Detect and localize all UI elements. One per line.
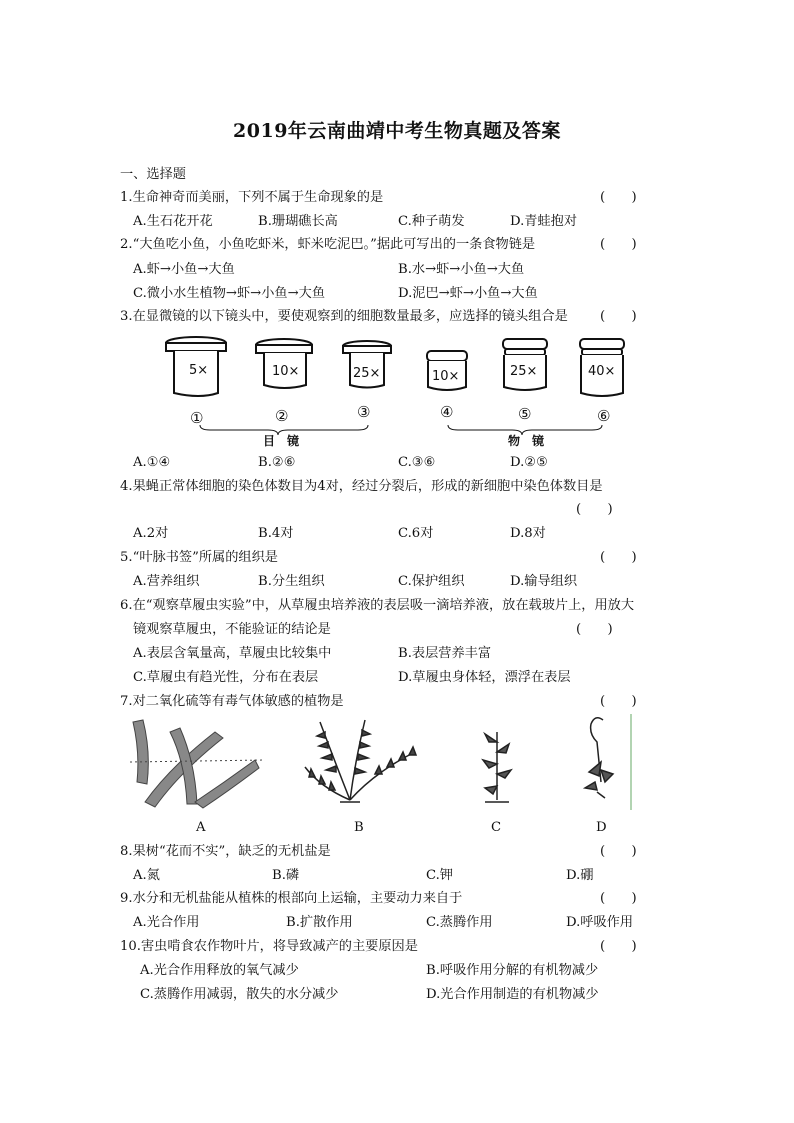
option-c: C.种子萌发: [398, 214, 465, 229]
lens-label-5: 25×: [510, 364, 538, 379]
lens-label-1: 5×: [189, 363, 209, 378]
page-title: 2019年云南曲靖中考生物真题及答案: [233, 120, 561, 142]
option-b: B.4对: [258, 526, 294, 541]
option-d: D.8对: [510, 526, 546, 541]
option-b: B.磷: [272, 868, 300, 883]
question-7-stem: 7.对二氧化硫等有毒气体敏感的植物是: [120, 694, 344, 709]
lens-number-6: ⑥: [597, 407, 611, 425]
objective-label: 物 镜: [508, 434, 545, 448]
section-heading: 一、选择题: [120, 167, 186, 182]
question-3-stem: 3.在显微镜的以下镜头中，要使观察到的细胞数量最多，应选择的镜头组合是: [120, 309, 568, 324]
option-b: B.珊瑚礁长高: [258, 214, 338, 229]
plant-a-algae-image: [130, 720, 265, 808]
question-1-stem: 1.生命神奇而美丽，下列不属于生命现象的是: [120, 190, 384, 205]
option-a: A.①④: [133, 455, 171, 470]
option-c: C.蒸腾作用: [426, 915, 493, 930]
option-c: C.6对: [398, 526, 434, 541]
option-d: D.草履虫身体轻，漂浮在表层: [398, 670, 571, 685]
plant-label-b: B: [354, 820, 364, 835]
option-a: A.生石花开花: [133, 214, 213, 229]
lens-label-2: 10×: [272, 364, 300, 379]
option-a: A.氮: [133, 868, 160, 883]
plant-label-a: A: [196, 820, 206, 835]
option-b: B.②⑥: [258, 455, 296, 470]
option-d: D.呼吸作用: [566, 915, 634, 930]
option-a: A.虾→小鱼→大鱼: [133, 262, 235, 277]
lens-number-3: ③: [357, 403, 371, 421]
answer-paren: ( ): [600, 694, 637, 709]
answer-paren: ( ): [600, 237, 637, 252]
option-b: B.呼吸作用分解的有机物减少: [426, 963, 599, 978]
answer-paren: ( ): [600, 550, 637, 565]
option-b: B.扩散作用: [286, 915, 353, 930]
option-d: D.泥巴→虾→小鱼→大鱼: [398, 286, 538, 301]
lens-label-3: 25×: [353, 366, 381, 381]
answer-paren: ( ): [600, 190, 637, 205]
option-c: C.钾: [426, 868, 453, 883]
option-d: D.②⑤: [510, 455, 548, 470]
plant-c-moss-image: [483, 732, 511, 802]
option-d: D.青蛙抱对: [510, 214, 578, 229]
lens-number-1: ①: [190, 409, 204, 427]
microscope-lenses-figure: [160, 333, 630, 451]
option-c: C.保护组织: [398, 574, 465, 589]
question-5-stem: 5.“叶脉书签”所属的组织是: [120, 550, 278, 565]
option-b: B.分生组织: [258, 574, 325, 589]
plant-label-c: C: [491, 820, 502, 835]
option-a: A.光合作用释放的氧气减少: [140, 963, 299, 978]
option-a: A.营养组织: [133, 574, 200, 589]
question-10-stem: 10.害虫啃食农作物叶片，将导致减产的主要原因是: [120, 939, 418, 954]
option-a: A.2对: [133, 526, 169, 541]
lens-label-4: 10×: [432, 369, 460, 384]
question-8-stem: 8.果树“花而不实”，缺乏的无机盐是: [120, 844, 331, 859]
option-b: B.表层营养丰富: [398, 646, 492, 661]
lens-number-4: ④: [440, 403, 454, 421]
option-c: C.③⑥: [398, 455, 436, 470]
answer-paren: ( ): [576, 622, 613, 637]
eyepiece-label: 目 镜: [263, 434, 300, 448]
question-6-stem-line1: 6.在“观察草履虫实验”中，从草履虫培养液的表层吸一滴培养液，放在载玻片上，用放大: [120, 598, 634, 613]
plant-d-liverwort-image: [585, 714, 631, 810]
answer-paren: ( ): [600, 309, 637, 324]
plants-figure: [125, 712, 645, 812]
question-9-stem: 9.水分和无机盐能从植株的根部向上运输，主要动力来自于: [120, 891, 463, 906]
option-c: C.草履虫有趋光性，分布在表层: [133, 670, 319, 685]
lens-number-5: ⑤: [518, 405, 532, 423]
option-a: A.表层含氧量高，草履虫比较集中: [133, 646, 332, 661]
answer-paren: ( ): [576, 502, 613, 517]
answer-paren: ( ): [600, 844, 637, 859]
option-b: B.水→虾→小鱼→大鱼: [398, 262, 525, 277]
question-6-stem-line2: 镜观察草履虫，不能验证的结论是: [133, 622, 331, 637]
option-d: D.硼: [566, 868, 594, 883]
answer-paren: ( ): [600, 939, 637, 954]
option-c: C.蒸腾作用减弱，散失的水分减少: [140, 987, 339, 1002]
option-a: A.光合作用: [133, 915, 200, 930]
lens-number-2: ②: [275, 407, 289, 425]
option-d: D.光合作用制造的有机物减少: [426, 987, 599, 1002]
plant-label-d: D: [596, 820, 607, 835]
option-d: D.输导组织: [510, 574, 578, 589]
question-4-stem: 4.果蝇正常体细胞的染色体数目为4对，经过分裂后，形成的新细胞中染色体数目是: [120, 479, 603, 494]
lens-label-6: 40×: [588, 364, 616, 379]
option-c: C.微小水生植物→虾→小鱼→大鱼: [133, 286, 326, 301]
question-2-stem: 2.“大鱼吃小鱼，小鱼吃虾米，虾米吃泥巴。”据此可写出的一条食物链是: [120, 237, 536, 252]
plant-b-fern-image: [305, 720, 416, 802]
answer-paren: ( ): [600, 891, 637, 906]
